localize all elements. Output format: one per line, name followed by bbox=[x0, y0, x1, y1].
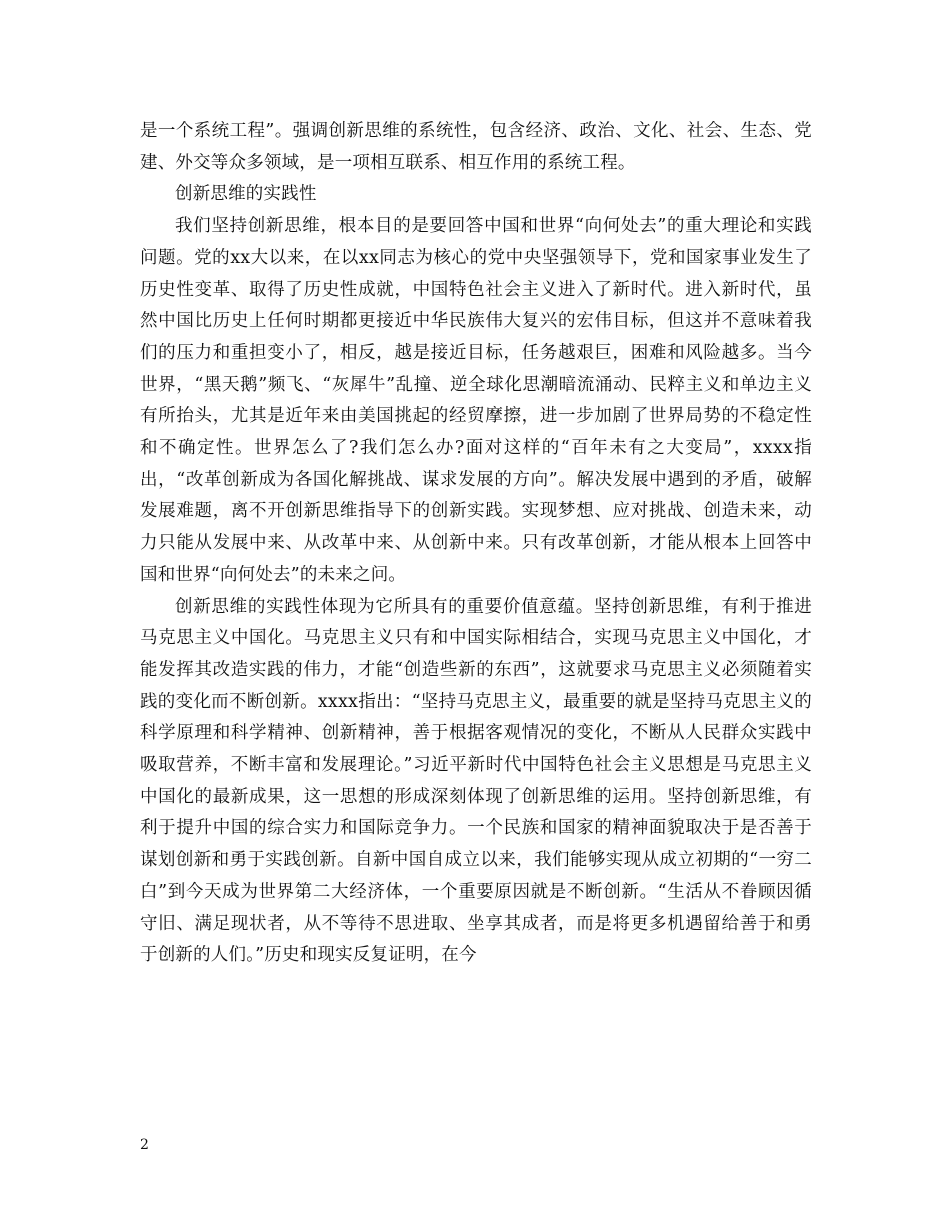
page-number: 2 bbox=[140, 1137, 149, 1153]
document-body bbox=[140, 116, 812, 972]
paragraph-system-engineering: 是一个系统工程”。强调创新思维的系统性，包含经济、政治、文化、社会、生态、党建、外交等众多领域，是一项相互联系、相互作用的系统工程。 bbox=[140, 121, 812, 173]
section-heading-practicality: 创新思维的实践性 bbox=[175, 184, 317, 205]
paragraph-practical-purpose: 我们坚持创新思维，根本目的是要回答中国和世界“向何处去”的重大理论和实践问题。党的xx大以来，在以xx同志为核心的党中央坚强领导下，党和国家事业发生了历史性变革、取得了历史性成就，中国特色社会主义进入了新时代。进入新时代，虽然中国比历史上任何时期都更接近中华民族伟大复兴的宏伟目标，但这并不意味着我们的压力和重担变小了，相反，越是接近目标，任务越艰巨，困难和风险越多。当今世界，“黑天鹅”频飞、“灰犀牛”乱撞、逆全球化思潮暗流涌动、民粹主义和单边主义有所抬头，尤其是近年来由美国挑起的经贸摩擦，进一步加剧了世界局势的不稳定性和不确定性。世界怎么了?我们怎么办?面对这样的“百年未有之大变局”，xxxx指出，“改革创新成为各国化解挑战、谋求发展的方向”。解决发展中遇到的矛盾，破解发展难题，离不开创新思维指导下的创新实践。实现梦想、应对挑战、创造未来，动力只能从发展中来、从改革中来、从创新中来。只有改革创新，才能从根本上回答中国和世界“向何处去”的未来之问。 bbox=[140, 216, 812, 585]
paragraph-value-significance: 创新思维的实践性体现为它所具有的重要价值意蕴。坚持创新思维，有利于推进马克思主义中国化。马克思主义只有和中国实际相结合，实现马克思主义中国化，才能发挥其改造实践的伟力，才能“创造些新的东西”，这就要求马克思主义必须随着实践的变化而不断创新。xxxx指出：“坚持马克思主义，最重要的就是坚持马克思主义的科学原理和科学精神、创新精神，善于根据客观情况的变化，不断从人民群众实践中吸取营养，不断丰富和发展理论。”习近平新时代中国特色社会主义思想是马克思主义中国化的最新成果，这一思想的形成深刻体现了创新思维的运用。坚持创新思维，有利于提升中国的综合实力和国际竞争力。一个民族和国家的精神面貌取决于是否善于谋划创新和勇于实践创新。自新中国自成立以来，我们能够实现从成立初期的“一穷二白”到今天成为世界第二大经济体，一个重要原因就是不断创新。“生活从不眷顾因循守旧、满足现状者，从不等待不思进取、坐享其成者，而是将更多机遇留给善于和勇于创新的人们。”历史和现实反复证明，在今 bbox=[140, 596, 812, 966]
